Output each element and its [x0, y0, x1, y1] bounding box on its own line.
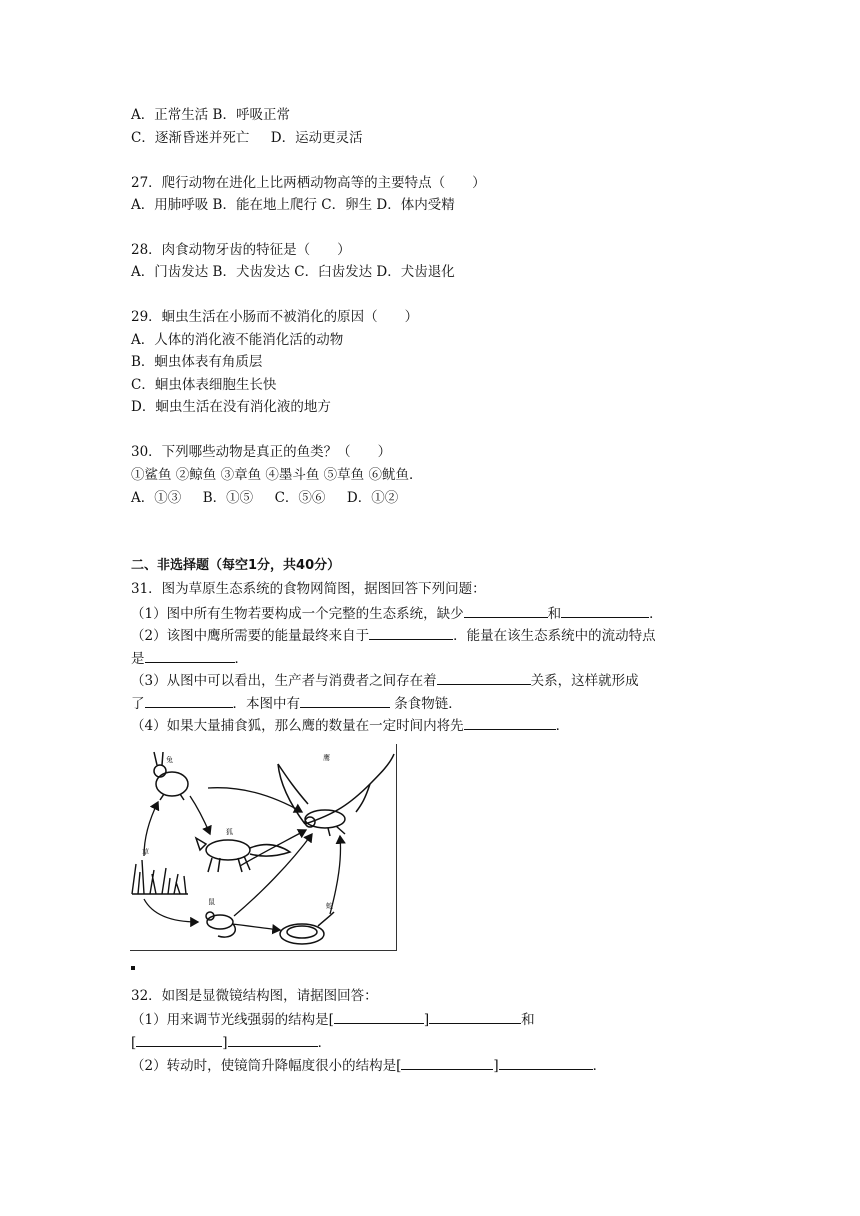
food-web-diagram — [130, 744, 396, 950]
q31-part2-cont: 是 ． — [131, 648, 248, 668]
q29-option-a: A．人体的消化液不能消化活的动物 — [131, 332, 344, 348]
q27-options: A．用肺呼吸 B．能在地上爬行 C．卵生 D．体内受精 — [131, 197, 455, 213]
answer-blank[interactable] — [499, 1055, 593, 1070]
food-web-figure — [130, 744, 397, 951]
mouse-drawing — [206, 912, 235, 937]
q26-options-ab: A．正常生活 B．呼吸正常 — [131, 107, 290, 123]
label-rabbit: 兔 — [166, 756, 173, 764]
q28-stem: 28．肉食动物牙齿的特征是（ ） — [131, 242, 351, 258]
q30-items: ①鲨鱼 ②鲸鱼 ③章鱼 ④墨斗鱼 ⑤草鱼 ⑥鱿鱼． — [131, 467, 423, 483]
answer-blank[interactable] — [369, 625, 453, 640]
label-fox: 狐 — [226, 828, 233, 836]
q32-part2: （2）转动时，使镜筒升降幅度很小的结构是[ ] ． — [131, 1055, 606, 1075]
answer-blank[interactable] — [145, 648, 235, 663]
label-eagle: 鹰 — [323, 754, 330, 762]
answer-blank[interactable] — [464, 715, 556, 730]
q27-stem: 27．爬行动物在进化上比两栖动物高等的主要特点（ ） — [131, 175, 486, 191]
answer-blank[interactable] — [334, 1009, 424, 1024]
answer-blank[interactable] — [145, 693, 233, 708]
answer-blank[interactable] — [437, 670, 531, 685]
stray-mark — [131, 966, 135, 970]
answer-blank[interactable] — [429, 1009, 521, 1024]
fox-drawing — [196, 838, 290, 872]
q31-stem: 31．图为草原生态系统的食物网简图，据图回答下列问题： — [131, 581, 486, 597]
label-mouse: 鼠 — [208, 898, 215, 906]
answer-blank[interactable] — [464, 603, 548, 618]
label-grass: 草 — [142, 848, 149, 856]
q31-part3: （3）从图中可以看出，生产者与消费者之间存在着 关系，这样就形成 — [131, 670, 639, 690]
label-snake: 蛇 — [326, 902, 333, 910]
q29-option-b: B．蛔虫体表有角质层 — [131, 354, 263, 370]
food-chain-arrows — [144, 788, 341, 930]
q31-part2: （2）该图中鹰所需要的能量最终来自于 ．能量在该生态系统中的流动特点 — [131, 625, 656, 645]
q29-option-c: C．蛔虫体表细胞生长快 — [131, 377, 277, 393]
snake-drawing — [280, 912, 334, 944]
q31-part3-cont: 了 ．本图中有 条食物链． — [131, 693, 462, 713]
eagle-drawing — [278, 754, 394, 836]
q32-stem: 32．如图是显微镜结构图，请据图回答： — [131, 988, 378, 1004]
q29-stem: 29．蛔虫生活在小肠而不被消化的原因（ ） — [131, 309, 419, 325]
q31-part4: （4）如果大量捕食狐，那么鹰的数量在一定时间内将先 ． — [131, 715, 569, 735]
q26-options-cd: C．逐渐昏迷并死亡 D．运动更灵活 — [131, 130, 363, 146]
q30-stem: 30．下列哪些动物是真正的鱼类？（ ） — [131, 444, 392, 460]
answer-blank[interactable] — [228, 1032, 318, 1047]
q32-part1-cont: [ ] ． — [131, 1032, 331, 1052]
q32-part1: （1）用来调节光线强弱的结构是[ ] 和 — [131, 1009, 535, 1029]
answer-blank[interactable] — [561, 603, 649, 618]
q31-part1: （1）图中所有生物若要构成一个完整的生态系统，缺少 和 ． — [131, 603, 663, 623]
grass-drawing — [132, 860, 188, 894]
q30-options: A．①③ B．①⑤ C．⑤⑥ D．①② — [131, 490, 399, 506]
q29-option-d: D．蛔虫生活在没有消化液的地方 — [131, 399, 331, 415]
answer-blank[interactable] — [136, 1032, 222, 1047]
answer-blank[interactable] — [300, 693, 390, 708]
section-title: 二、非选择题（每空1分，共40分） — [131, 558, 341, 573]
q28-options: A．门齿发达 B．犬齿发达 C．臼齿发达 D．犬齿退化 — [131, 264, 455, 280]
answer-blank[interactable] — [401, 1055, 493, 1070]
